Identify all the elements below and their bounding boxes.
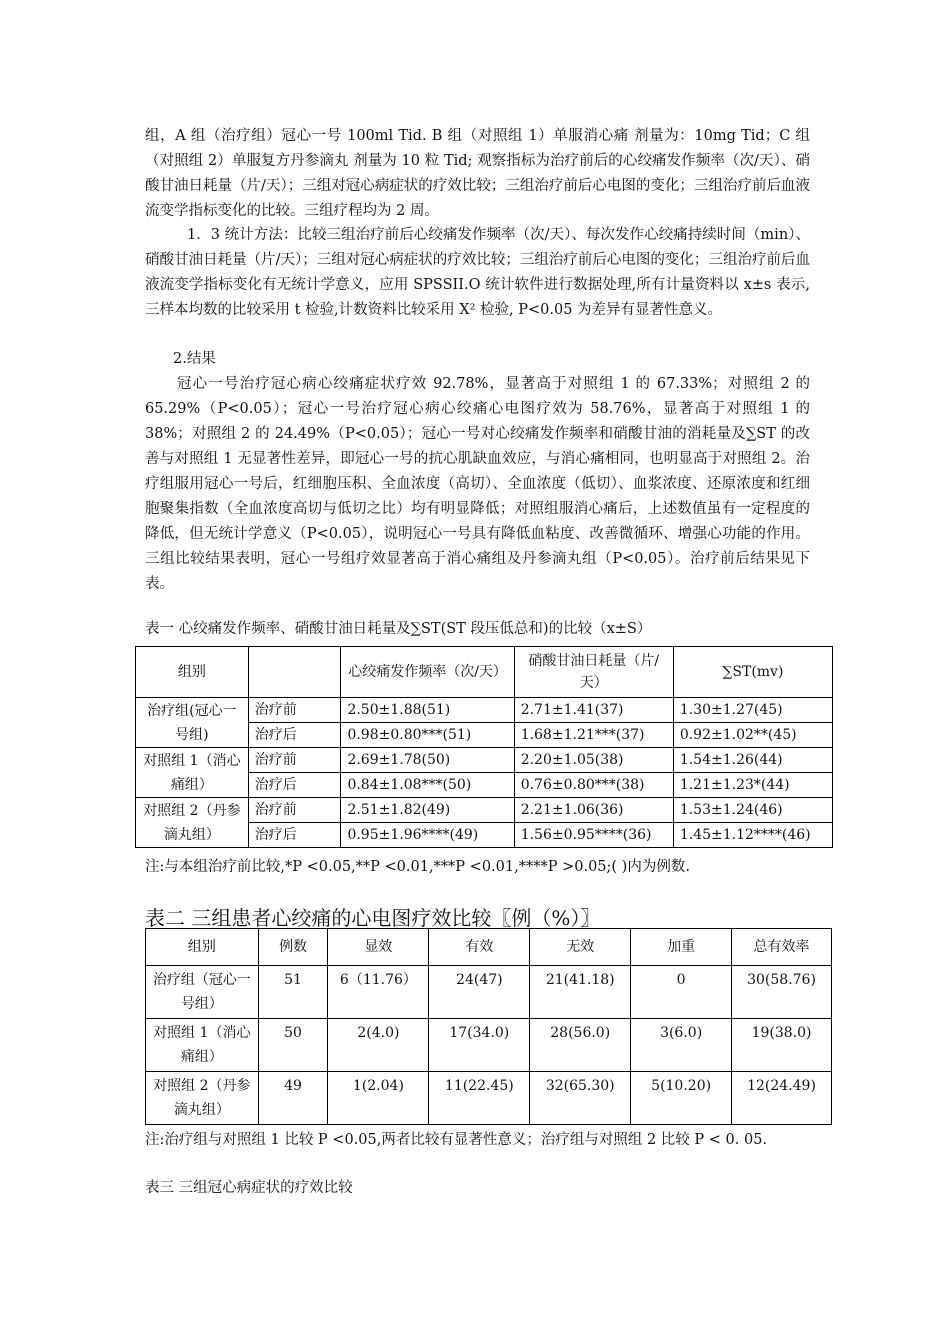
table-row bbox=[146, 1072, 832, 1125]
table1-st-cell: 1.54±1.26(44) bbox=[673, 748, 832, 773]
table2-cell: 28(56.0) bbox=[530, 1019, 631, 1072]
table2-cell: 3(6.0) bbox=[631, 1019, 732, 1072]
table-row bbox=[146, 966, 832, 1019]
table1-header-row bbox=[136, 647, 833, 698]
table1-header-cell: 心绞痛发作频率（次/天） bbox=[341, 647, 514, 698]
table1-nitro-cell: 2.71±1.41(37) bbox=[514, 698, 673, 723]
section-heading-results: 2.结果 bbox=[173, 351, 216, 367]
table2-cell: 6（11.76） bbox=[328, 966, 429, 1019]
table2-cell: 30(58.76) bbox=[732, 966, 832, 1019]
table2 bbox=[145, 928, 832, 1125]
table1-nitro-cell: 2.21±1.06(36) bbox=[514, 798, 673, 823]
table1-freq-cell: 0.98±0.80***(51) bbox=[341, 723, 514, 748]
table1-phase-cell: 治疗后 bbox=[248, 773, 341, 798]
paragraph-results: 冠心一号治疗冠心病心绞痛症状疗效 92.78%，显著高于对照组 1 的 67.33%；对照组 2 的 65.29%（P<0.05）；冠心一号治疗冠心病心绞痛心电图疗效为 58.76%，显著高于对照组 1 的 38%；对照组 2 的 24.49%（P<0.05）；冠心一号对心绞痛发作频率和硝酸甘油的消耗量及∑ST 的改善与对照组 1 无显著性差异，即冠心一号的抗心肌缺血效应，与消心痛相同，也明显高于对照组 2。治疗组服用冠心一号后，红细胞压积、全血浓度（高切）、全血浓度（低切）、血浆浓度、还原浓度和红细胞聚集指数（全血浓度高切与低切之比）均有明显降低；对照组服消心痛后，上述数值虽有一定程度的降低，但无统计学意义（P<0.05），说明冠心一号具有降低血粘度、改善微循环、增强心功能的作用。三组比较结果表明，冠心一号组疗效显著高于消心痛组及丹参滴丸组（P<0.05）。治疗前后结果见下表。 bbox=[145, 376, 810, 592]
table1-st-cell: 0.92±1.02**(45) bbox=[673, 723, 832, 748]
table-row bbox=[136, 698, 833, 723]
table2-cell: 17(34.0) bbox=[429, 1019, 530, 1072]
table2-cell: 24(47) bbox=[429, 966, 530, 1019]
table1-freq-cell: 0.95±1.96****(49) bbox=[341, 823, 514, 848]
table1-freq-cell: 2.51±1.82(49) bbox=[341, 798, 514, 823]
table-row bbox=[146, 1019, 832, 1072]
table1-freq-cell: 0.84±1.08***(50) bbox=[341, 773, 514, 798]
table2-header-cell: 加重 bbox=[631, 929, 732, 966]
table1-header-cell bbox=[248, 647, 341, 698]
table1-group-cell: 对照组 1（消心痛组） bbox=[136, 748, 249, 798]
table1-st-cell: 1.45±1.12****(46) bbox=[673, 823, 832, 848]
table2-cell: 11(22.45) bbox=[429, 1072, 530, 1125]
table1-nitro-cell: 1.56±0.95****(36) bbox=[514, 823, 673, 848]
table2-cell: 49 bbox=[258, 1072, 328, 1125]
table2-header-cell: 无效 bbox=[530, 929, 631, 966]
table1-group-cell: 治疗组(冠心一号组) bbox=[136, 698, 249, 748]
table2-cell: 治疗组（冠心一号组） bbox=[146, 966, 259, 1019]
table2-header-cell: 例数 bbox=[258, 929, 328, 966]
table-row bbox=[136, 748, 833, 773]
table2-cell: 21(41.18) bbox=[530, 966, 631, 1019]
table1-note: 注:与本组治疗前比较,*P <0.05,**P <0.01,***P <0.01,****P >0.05;( )内为例数. bbox=[145, 859, 690, 875]
table1-st-cell: 1.30±1.27(45) bbox=[673, 698, 832, 723]
table1-freq-cell: 2.50±1.88(51) bbox=[341, 698, 514, 723]
table2-header-cell: 显效 bbox=[328, 929, 429, 966]
table1-header-cell: ∑ST(mv) bbox=[673, 647, 832, 698]
table2-cell: 1(2.04) bbox=[328, 1072, 429, 1125]
table2-cell: 19(38.0) bbox=[732, 1019, 832, 1072]
table1 bbox=[135, 646, 833, 848]
table2-cell: 5(10.20) bbox=[631, 1072, 732, 1125]
table2-cell: 12(24.49) bbox=[732, 1072, 832, 1125]
table1-header-cell: 组别 bbox=[136, 647, 249, 698]
table1-phase-cell: 治疗后 bbox=[248, 723, 341, 748]
table1-phase-cell: 治疗后 bbox=[248, 823, 341, 848]
table2-header-cell: 有效 bbox=[429, 929, 530, 966]
table1-phase-cell: 治疗前 bbox=[248, 798, 341, 823]
table1-st-cell: 1.53±1.24(46) bbox=[673, 798, 832, 823]
table2-cell: 0 bbox=[631, 966, 732, 1019]
table2-cell: 对照组 2（丹参滴丸组） bbox=[146, 1072, 259, 1125]
table2-cell: 50 bbox=[258, 1019, 328, 1072]
table1-group-cell: 对照组 2（丹参滴丸组） bbox=[136, 798, 249, 848]
table1-header-cell: 硝酸甘油日耗量（片/天） bbox=[514, 647, 673, 698]
table1-freq-cell: 2.69±1.78(50) bbox=[341, 748, 514, 773]
table2-header-cell: 总有效率 bbox=[732, 929, 832, 966]
table1-nitro-cell: 2.20±1.05(38) bbox=[514, 748, 673, 773]
table1-nitro-cell: 0.76±0.80***(38) bbox=[514, 773, 673, 798]
table3-caption: 表三 三组冠心病症状的疗效比较 bbox=[145, 1180, 353, 1196]
table2-note: 注:治疗组与对照组 1 比较 P <0.05,两者比较有显著性意义；治疗组与对照组 2 比较 P < 0. 05. bbox=[145, 1132, 768, 1148]
table2-cell: 32(65.30) bbox=[530, 1072, 631, 1125]
table2-header-row bbox=[146, 929, 832, 966]
paragraph-methods: 组，A 组（治疗组）冠心一号 100ml Tid. B 组（对照组 1）单服消心痛 剂量为：10mg Tid；C 组（对照组 2）单服复方丹参滴丸 剂量为 10 粒 Tid; 观察指标为治疗前后的心绞痛发作频率（次/天）、硝酸甘油日耗量（片/天）；三组对冠心病症状的疗效比较；三组治疗前后心电图的变化；三组治疗前后血液流变学指标变化的比较。三组疗程均为 2 周。 bbox=[145, 128, 810, 219]
table2-caption: 表二 三组患者心绞痛的心电图疗效比较〖例（%）〗 bbox=[145, 906, 601, 930]
table2-header-cell: 组别 bbox=[146, 929, 259, 966]
paragraph-statistics: 1．3 统计方法：比较三组治疗前后心绞痛发作频率（次/天）、每次发作心绞痛持续时间（min）、硝酸甘油日耗量（片/天）；三组对冠心病症状的疗效比较；三组治疗前后心电图的变化；三组治疗前后血液流变学指标变化有无统计学意义，应用 SPSSII.O 统计软件进行数据处理,所有计量资料以 x±s 表示,三样本均数的比较采用 t 检验,计数资料比较采用 X² 检验, P<0.05 为差异有显著性意义。 bbox=[145, 227, 810, 318]
table1-caption: 表一 心绞痛发作频率、硝酸甘油日耗量及∑ST(ST 段压低总和)的比较（x±S） bbox=[145, 621, 652, 637]
table2-cell: 51 bbox=[258, 966, 328, 1019]
table2-cell: 2(4.0) bbox=[328, 1019, 429, 1072]
table1-nitro-cell: 1.68±1.21***(37) bbox=[514, 723, 673, 748]
table1-phase-cell: 治疗前 bbox=[248, 748, 341, 773]
table2-cell: 对照组 1（消心痛组） bbox=[146, 1019, 259, 1072]
table-row bbox=[136, 798, 833, 823]
table1-st-cell: 1.21±1.23*(44) bbox=[673, 773, 832, 798]
table1-phase-cell: 治疗前 bbox=[248, 698, 341, 723]
